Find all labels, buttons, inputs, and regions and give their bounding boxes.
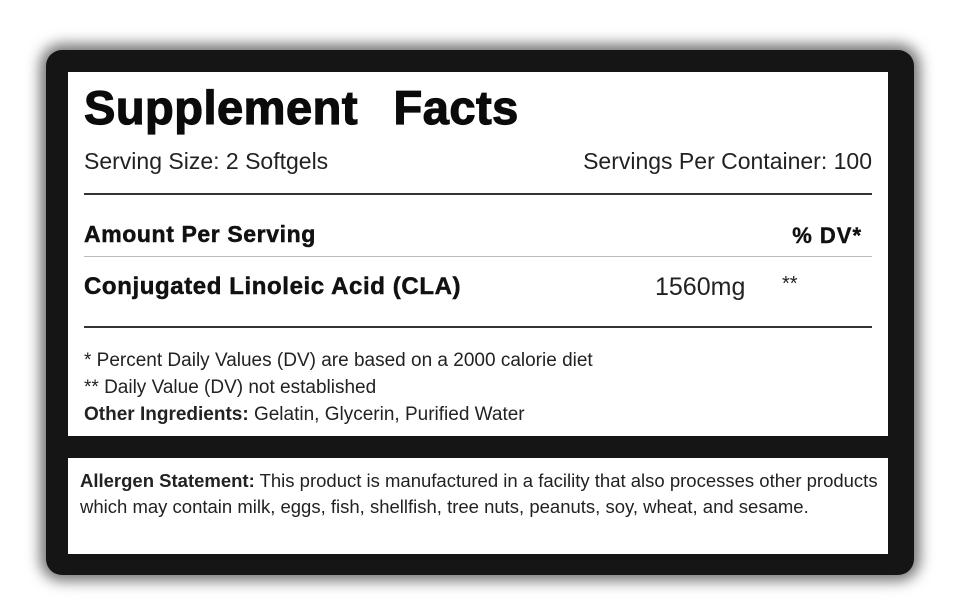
allergen-statement-label: Allergen Statement: [80, 470, 255, 491]
daily-value-header: % DV* [792, 223, 862, 248]
footnote-not-established: ** Daily Value (DV) not established [84, 377, 377, 398]
amount-per-serving-header: Amount Per Serving [84, 221, 316, 247]
divider [84, 326, 872, 328]
allergen-statement-panel [68, 458, 888, 554]
label-title: Supplement Facts [84, 81, 519, 134]
other-ingredients-label: Other Ingredients: [84, 404, 249, 425]
footnote-daily-values: * Percent Daily Values (DV) are based on a 2000 calorie diet [84, 350, 593, 371]
divider [84, 193, 872, 195]
allergen-statement-text: This product is manufactured in a facility that also processes other products which may contain milk, eggs, fish, shellfish, tree nuts, peanuts, soy, wheat, and sesame. [80, 470, 878, 517]
other-ingredients-value: Gelatin, Glycerin, Purified Water [248, 404, 525, 425]
ingredient-daily-value: ** [782, 273, 798, 295]
serving-size: Serving Size: 2 Softgels [84, 148, 329, 174]
ingredient-amount: 1560mg [655, 273, 746, 301]
ingredient-name: Conjugated Linoleic Acid (CLA) [84, 273, 462, 300]
supplement-facts-panel [68, 72, 888, 436]
other-ingredients [84, 404, 525, 426]
divider [84, 256, 872, 257]
allergen-statement [80, 468, 880, 520]
servings-per-container: Servings Per Container: 100 [583, 148, 872, 174]
